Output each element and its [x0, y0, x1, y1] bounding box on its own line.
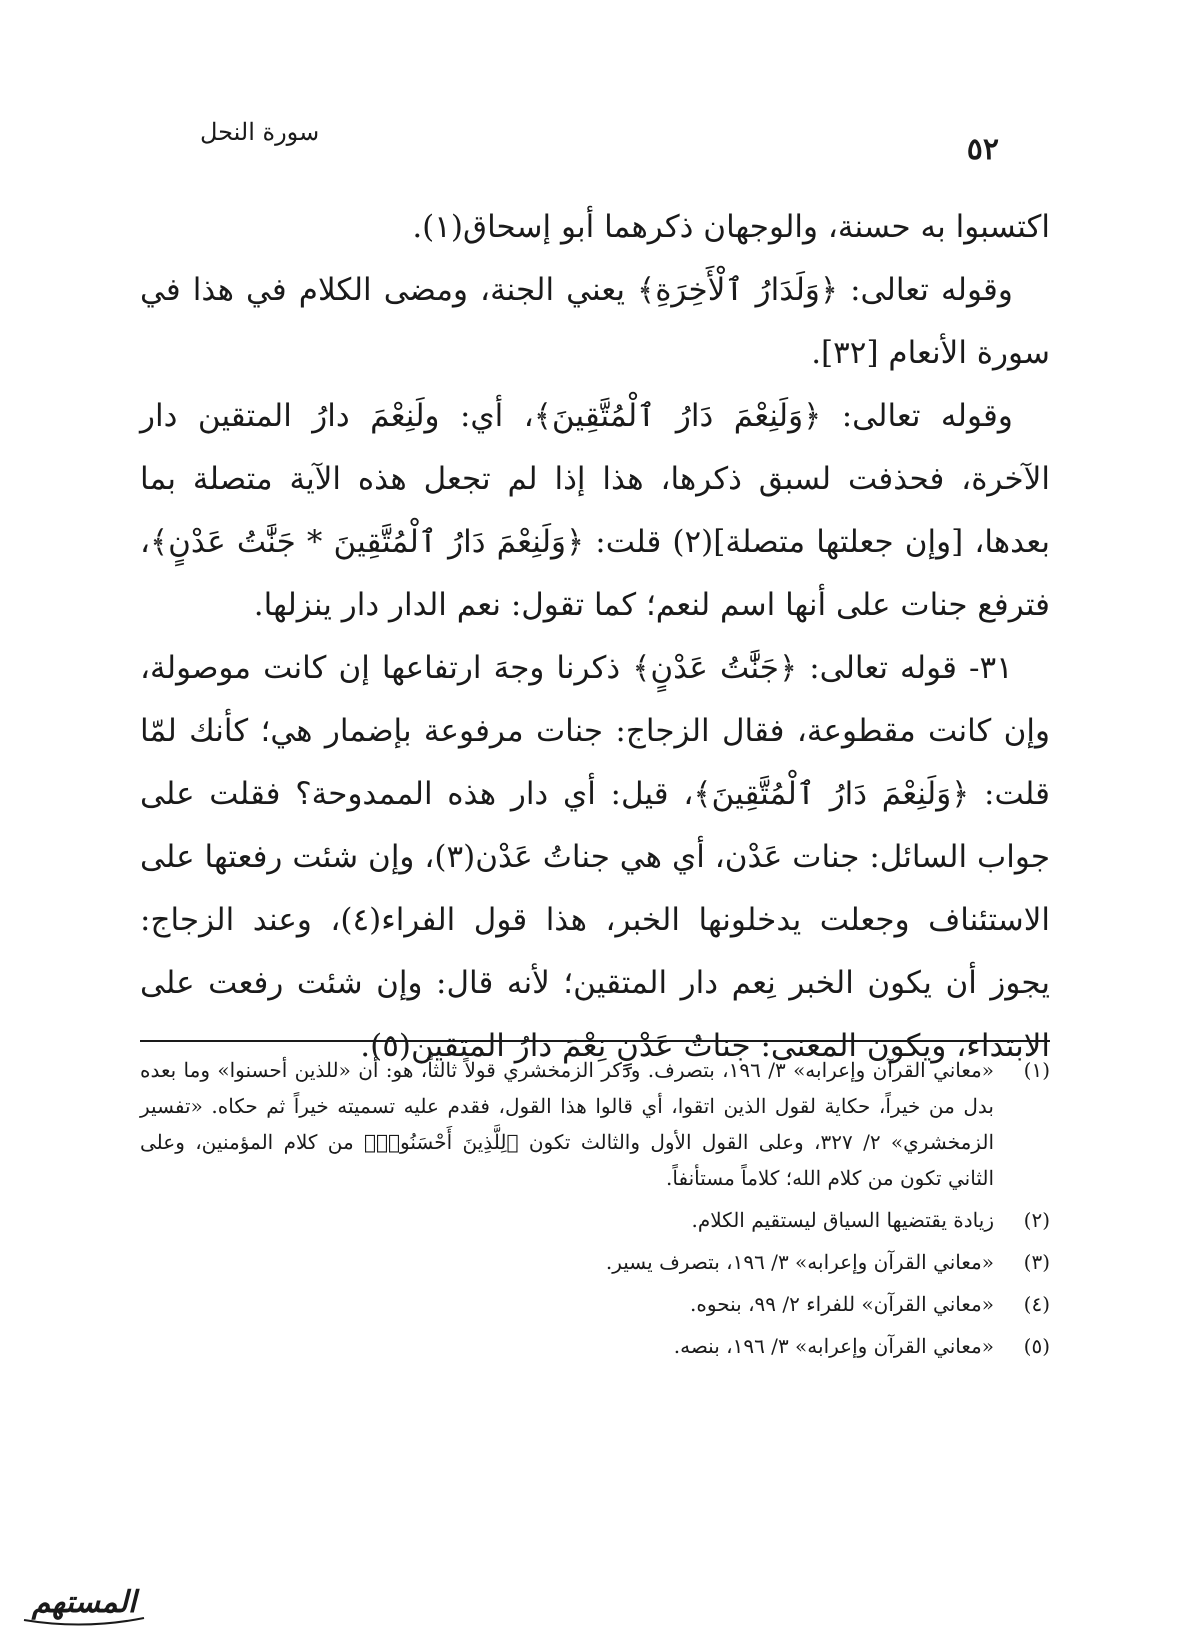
footnote	[140, 1286, 1050, 1322]
footnote-text: «معاني القرآن» للفراء ٢/ ٩٩، بنحوه.	[690, 1292, 994, 1316]
footnote-text: «معاني القرآن وإعرابه» ٣/ ١٩٦، بتصرف يسير.	[605, 1250, 994, 1274]
publisher-logo	[14, 1572, 154, 1632]
footnote	[140, 1052, 1050, 1196]
paragraph: اكتسبوا به حسنة، والوجهان ذكرهما أبو إسحاق(١).	[412, 209, 1050, 245]
footnote-text: «معاني القرآن وإعرابه» ٣/ ١٩٦، بتصرف. وذكر الزمخشري قولاً ثالثاً، هو: أن «للذين أحسنوا» وما بعده بدل من خيراً، حكاية لقول الذين اتقوا، أي قالوا هذا القول، فقدم عليه تسميته خيراً ثم حكاه. «تفسير الزمخشري» ٢/ ٣٢٧، وعلى القول الأول والثالث تكون ﴿لِلَّذِينَ أَحْسَنُوا۟﴾ من كلام المؤمنين، وعلى الثاني تكون من كلام الله؛ كلاماً مستأنفاً.	[140, 1058, 995, 1190]
footnote-number: (١)	[1023, 1058, 1050, 1082]
footnote-number: (٣)	[1023, 1250, 1050, 1274]
paragraph: ٣١- قوله تعالى: ﴿جَنَّٰتُ عَدْنٍ﴾ ذكرنا وجهَ ارتفاعها إن كانت موصولة، وإن كانت مقطوعة، فقال الزجاج: جنات مرفوعة بإضمار هي؛ كأنك لمّا قلت: ﴿وَلَنِعْمَ دَارُ ٱلْمُتَّقِينَ﴾، قيل: أي دار هذه الممدوحة؟ فقلت على جواب السائل: جنات عَدْن، أي هي جناتُ عَدْن(٣)، وإن شئت رفعتها على الاستئناف وجعلت يدخلونها الخبر، هذا قول الفراء(٤)، وعند الزجاج: يجوز أن يكون الخبر نِعم دار المتقين؛ لأنه قال: وإن شئت رفعت على الابتداء، ويكون المعنى: جناتُ عَدْنٍ نِعْمَ دارُ المتقين(٥).	[140, 650, 1050, 1064]
footnote-text: «معاني القرآن وإعرابه» ٣/ ١٩٦، بنصه.	[673, 1334, 994, 1358]
footnotes	[140, 1052, 1050, 1370]
footnote-number: (٢)	[1023, 1208, 1050, 1232]
footnote-text: زيادة يقتضيها السياق ليستقيم الكلام.	[691, 1208, 994, 1232]
page-header	[140, 118, 1045, 168]
footnote-number: (٥)	[1023, 1334, 1050, 1358]
main-text	[140, 196, 1050, 1078]
footnote-separator	[140, 1040, 1050, 1042]
running-title: سورة النحل	[200, 118, 320, 146]
svg-text:المستهم: المستهم	[31, 1585, 137, 1620]
paragraph: وقوله تعالى: ﴿وَلَنِعْمَ دَارُ ٱلْمُتَّقِينَ﴾، أي: ولَنِعْمَ دارُ المتقين دار الآخرة، فحذفت لسبق ذكرها، هذا إذا لم تجعل هذه الآية متصلة بما بعدها، [وإن جعلتها متصلة](٢) قلت: ﴿وَلَنِعْمَ دَارُ ٱلْمُتَّقِينَ * جَنَّٰتُ عَدْنٍ﴾، فترفع جنات على أنها اسم لنعم؛ كما تقول: نعم الدار دار ينزلها.	[140, 398, 1050, 623]
paragraph: وقوله تعالى: ﴿وَلَدَارُ ٱلْأَخِرَةِ﴾ يعني الجنة، ومضى الكلام في هذا في سورة الأنعام [٣٢].	[140, 272, 1050, 371]
footnote-number: (٤)	[1023, 1292, 1050, 1316]
page-number: ٥٢	[966, 132, 999, 167]
footnote	[140, 1328, 1050, 1364]
footnote	[140, 1244, 1050, 1280]
footnote	[140, 1202, 1050, 1238]
